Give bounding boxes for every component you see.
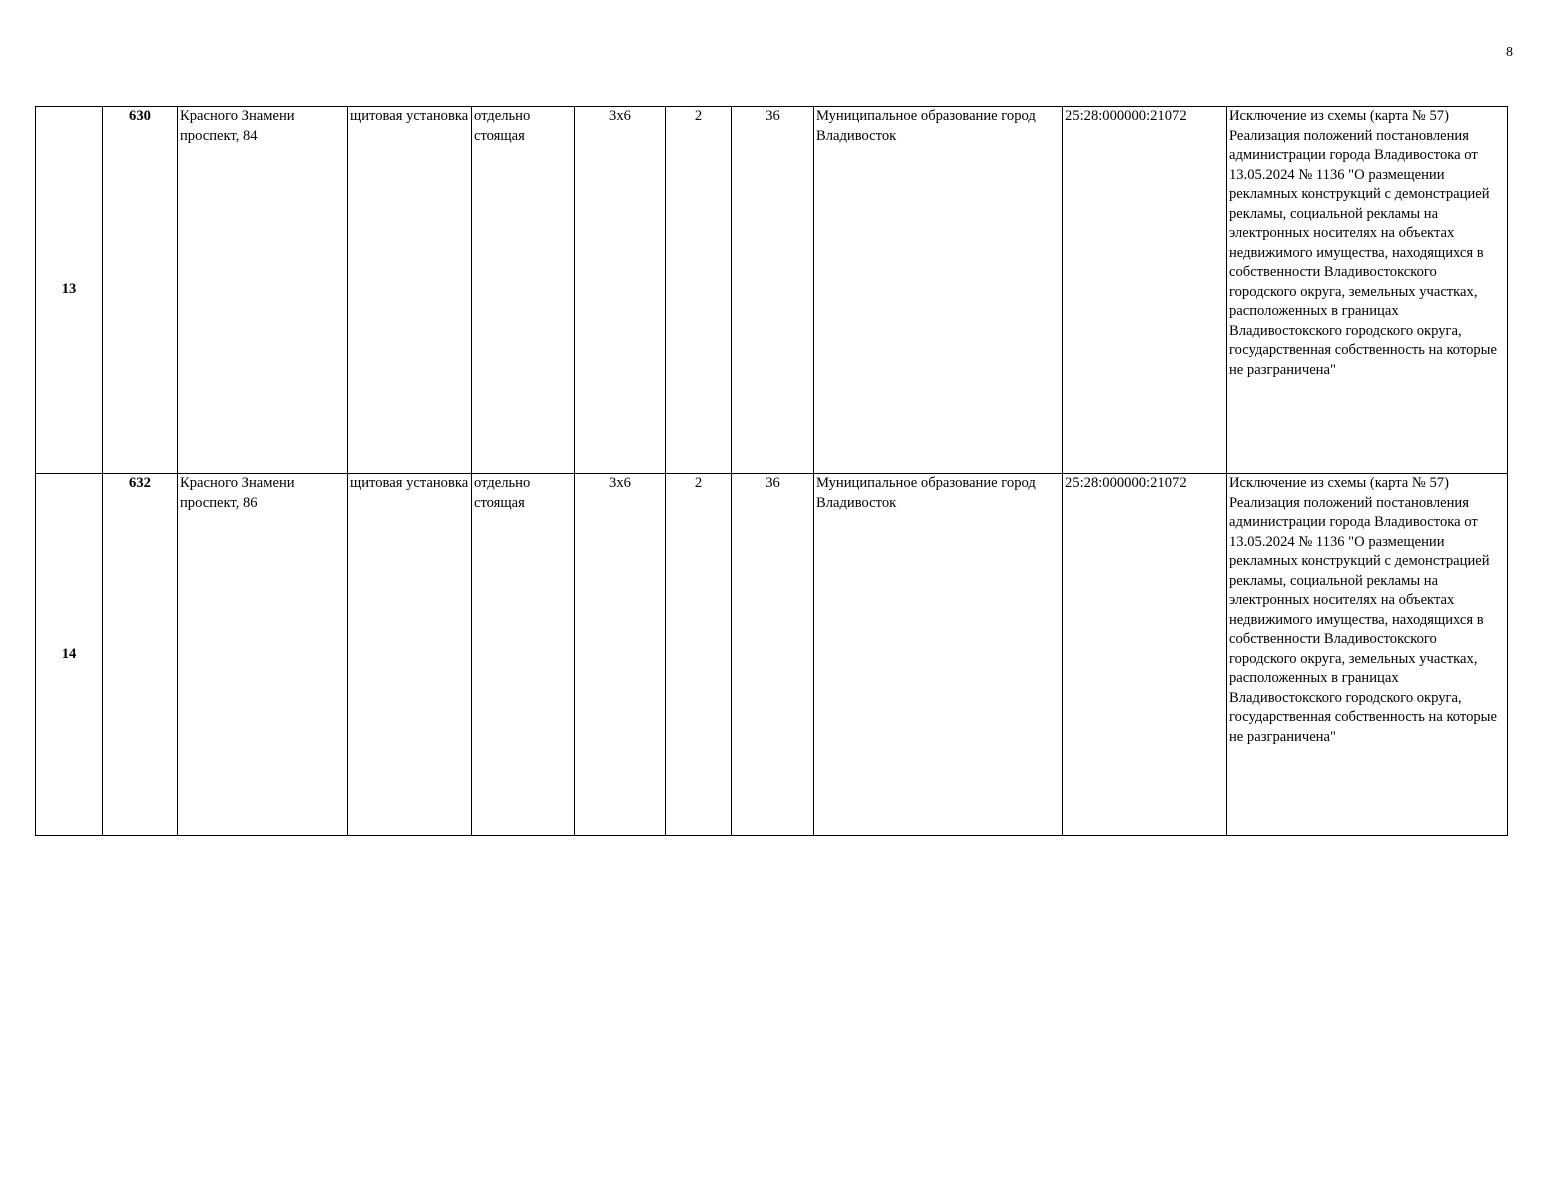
cadastral-number-cell: 25:28:000000:21072: [1063, 107, 1227, 474]
note-cell: Исключение из схемы (карта № 57) Реализация положений постановления администрации города Владивостока от 13.05.2024 № 1136 "О размещении рекламных конструкций с демонстрацией рекламы, социальной рекламы на электронных носителях на объектах недвижимого имущества, находящихся в собственности Владивостокского городского округа, земельных участках, расположенных в границах Владивостокского городского округа, государственная собственность на которые не разграничена": [1227, 474, 1508, 836]
structure-id-cell: 632: [103, 474, 178, 836]
advertising-structures-table: [35, 106, 1508, 836]
size-cell: 3х6: [575, 107, 666, 474]
cadastral-number-cell: 25:28:000000:21072: [1063, 474, 1227, 836]
note-cell: Исключение из схемы (карта № 57) Реализация положений постановления администрации города Владивостока от 13.05.2024 № 1136 "О размещении рекламных конструкций с демонстрацией рекламы, социальной рекламы на электронных носителях на объектах недвижимого имущества, находящихся в собственности Владивостокского городского округа, земельных участках, расположенных в границах Владивостокского городского округа, государственная собственность на которые не разграничена": [1227, 107, 1508, 474]
structure-type-cell: щитовая установка: [348, 474, 472, 836]
address-cell: Красного Знамени проспект, 84: [178, 107, 348, 474]
page-number: 8: [1506, 45, 1513, 60]
area-cell: 36: [732, 107, 814, 474]
row-number-cell: 13: [36, 107, 103, 474]
table-row: [36, 474, 1508, 836]
placement-cell: отдельно стоящая: [472, 474, 575, 836]
placement-cell: отдельно стоящая: [472, 107, 575, 474]
owner-cell: Муниципальное образование город Владивосток: [814, 474, 1063, 836]
row-number-cell: 14: [36, 474, 103, 836]
size-cell: 3х6: [575, 474, 666, 836]
area-cell: 36: [732, 474, 814, 836]
address-cell: Красного Знамени проспект, 86: [178, 474, 348, 836]
owner-cell: Муниципальное образование город Владивосток: [814, 107, 1063, 474]
sides-cell: 2: [666, 474, 732, 836]
structure-id-cell: 630: [103, 107, 178, 474]
table-row: [36, 107, 1508, 474]
structure-type-cell: щитовая установка: [348, 107, 472, 474]
sides-cell: 2: [666, 107, 732, 474]
